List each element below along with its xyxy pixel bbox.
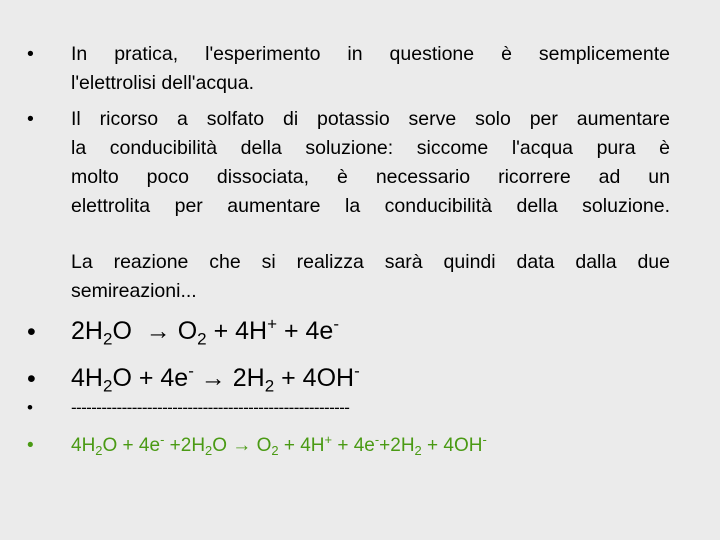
text-line: molto poco dissociata, è necessario ricorrere ad un — [71, 166, 670, 188]
text-line: In pratica, l'esperimento in questione è semplicemente — [71, 43, 670, 65]
bullet-marker: • — [27, 43, 34, 65]
bullet-marker: • — [27, 365, 36, 393]
text-line: La reazione che si realizza sarà quindi data dalla due — [71, 251, 670, 273]
bullet-text-1 — [71, 40, 670, 98]
separator-line: ------------------------------------------------------- — [71, 398, 350, 417]
bullet-marker: • — [27, 318, 36, 346]
text-line: l'elettrolisi dell'acqua. — [71, 72, 255, 94]
text-line: semireazioni... — [71, 280, 197, 302]
bullet-marker: • — [27, 398, 33, 417]
equation-text: $4H_2O + 4e^- \to 2H_2 + 4OH^-$ — [71, 361, 360, 396]
bullet-text-2 — [71, 105, 670, 221]
bullet-marker: • — [27, 108, 34, 130]
bullet-marker: • — [27, 435, 34, 456]
text-line: la conducibilità della soluzione: siccome l'acqua pura è — [71, 137, 670, 159]
paragraph-text — [71, 248, 670, 306]
equation-text: $2H_2O \to O_2 + 4H^+ + 4e^-$ — [71, 314, 340, 349]
text-line: elettrolita per aumentare la conducibilità della soluzione. — [71, 195, 670, 217]
equation-sum-text: $4H_2O + 4e^- +2H_2O \to O_2 + 4H^+ + 4e^-+2H_2 + 4OH^-$ — [71, 431, 487, 459]
text-line: Il ricorso a solfato di potassio serve solo per aumentare — [71, 108, 670, 130]
